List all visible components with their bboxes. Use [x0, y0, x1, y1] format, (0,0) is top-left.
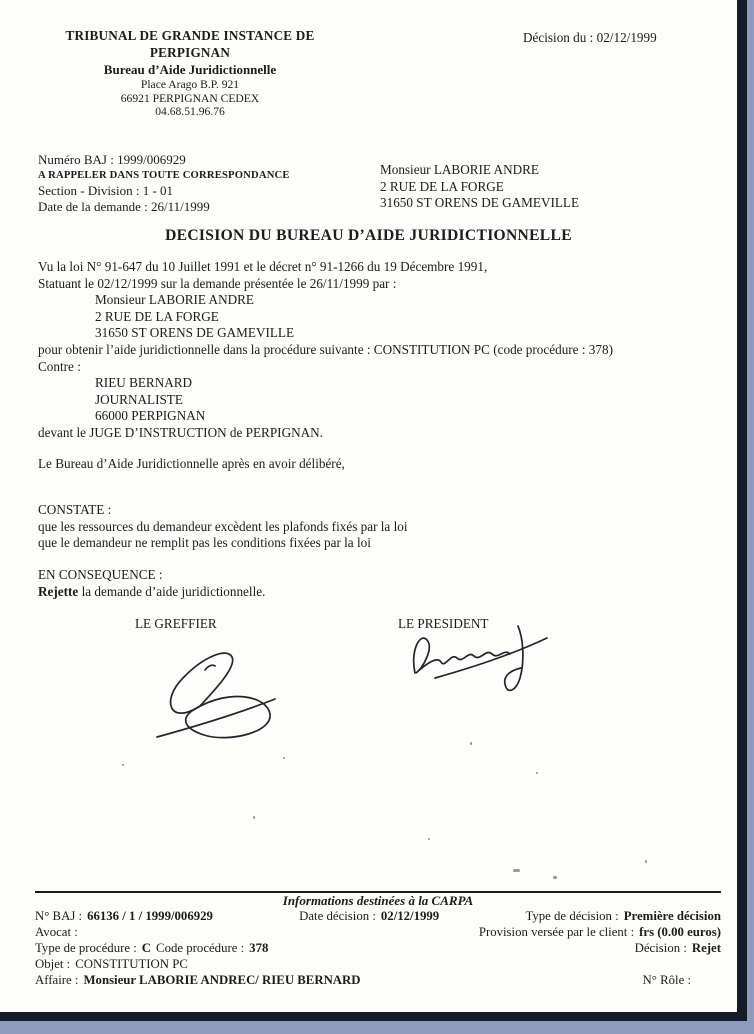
carpa-row-1: [35, 908, 721, 924]
body-line-statuant: Statuant le 02/12/1999 sur la demande présentée le 26/11/1999 par :: [38, 275, 397, 291]
court-address-line2: 66921 PERPIGNAN CEDEX: [120, 91, 260, 105]
greffier-signature-stroke: [186, 696, 270, 737]
role-field: N° Rôle :: [642, 973, 691, 987]
scan-speck: [253, 816, 255, 819]
court-address-line1: Place Arago B.P. 921: [140, 78, 240, 91]
constate-heading: CONSTATE :: [38, 502, 112, 518]
procedure-type-field: Type de procédure : C Code procédure : 378: [35, 941, 269, 955]
scan-speck: [122, 764, 124, 766]
greffier-signature-stroke: [205, 665, 215, 670]
body-line-deliberation: Le Bureau d’Aide Juridictionnelle après en avoir délibéré,: [38, 455, 345, 471]
rappel-notice: A RAPPELER DANS TOUTE CORRESPONDANCE: [38, 170, 290, 181]
scan-speck: [536, 772, 538, 774]
document-title: DECISION DU BUREAU D’AIDE JURIDICTIONNELLE: [165, 227, 572, 244]
decision-date: Décision du : 02/12/1999: [523, 30, 657, 45]
scan-smudge: [513, 869, 520, 872]
date-demande: Date de la demande : 26/11/1999: [38, 199, 210, 214]
scan-smudge: [553, 876, 557, 879]
president-label: LE PRESIDENT: [398, 616, 489, 631]
greffier-signature: [145, 630, 285, 745]
scan-speck: [283, 757, 285, 759]
court-header: [30, 28, 350, 119]
objet-field: Objet : CONSTITUTION PC: [35, 957, 188, 971]
addressee-city: 31650 ST ORENS DE GAMEVILLE: [380, 195, 580, 210]
constate-item-2: que le demandeur ne remplit pas les conditions fixées par la loi: [38, 535, 371, 551]
decision-date-field: Date décision : 02/12/1999: [299, 909, 440, 923]
court-name-line2: PERPIGNAN: [149, 44, 231, 60]
addressee-name: Monsieur LABORIE ANDRE: [380, 162, 539, 177]
carpa-block: [35, 891, 721, 988]
bureau-name: Bureau d’Aide Juridictionnelle: [103, 62, 277, 77]
opponent-title: JOURNALISTE: [95, 391, 183, 407]
scan-speck: [470, 742, 472, 745]
addressee-street: 2 RUE DE LA FORGE: [380, 178, 504, 194]
numero-baj: Numéro BAJ : 1999/006929: [38, 152, 186, 167]
decision-line: [38, 584, 722, 601]
greffier-label: LE GREFFIER: [135, 616, 217, 631]
carpa-row-2: [35, 924, 721, 940]
decision-verb: Rejette: [38, 583, 79, 599]
decision-type-field: Type de décision : Première décision: [525, 909, 721, 923]
section-division: Section - Division : 1 - 01: [38, 183, 174, 198]
applicant-city: 31650 ST ORENS DE GAMEVILLE: [95, 325, 295, 341]
reference-block: [38, 152, 290, 215]
decision-body: [38, 259, 722, 600]
affaire-field: Affaire : Monsieur LABORIE ANDREC/ RIEU BERNARD: [35, 973, 361, 987]
constate-item-1: que les ressources du demandeur excèdent les plafonds fixés par la loi: [38, 518, 408, 534]
court-name-line1: TRIBUNAL DE GRANDE INSTANCE DE: [65, 28, 315, 43]
carpa-row-3: [35, 940, 721, 956]
president-signature: [405, 618, 555, 703]
body-line-loi: Vu la loi N° 91-647 du 10 Juillet 1991 et le décret n° 91-1266 du 19 Décembre 1991,: [38, 259, 488, 274]
opponent-name: RIEU BERNARD: [95, 375, 193, 391]
body-line-devant: devant le JUGE D’INSTRUCTION de PERPIGNAN.: [38, 424, 323, 440]
carpa-row-5: [35, 972, 721, 988]
applicant-name: Monsieur LABORIE ANDRE: [95, 292, 254, 308]
greffier-signature-stroke: [171, 653, 233, 713]
carpa-row-4: [35, 956, 721, 972]
addressee-block: [380, 162, 579, 212]
scan-speck: [645, 860, 647, 863]
court-phone: 04.68.51.96.76: [155, 105, 225, 118]
body-line-contre: Contre :: [38, 358, 81, 374]
avocat-field: Avocat :: [35, 925, 78, 939]
president-signature-stroke: [505, 626, 523, 690]
baj-number: N° BAJ : 66136 / 1 / 1999/006929: [35, 909, 213, 923]
decision-result-field: Décision : Rejet: [634, 941, 721, 955]
scan-speck: [428, 838, 430, 840]
decision-rest: la demande d’aide juridictionnelle.: [78, 583, 266, 599]
body-line-procedure: pour obtenir l’aide juridictionnelle dans la procédure suivante : CONSTITUTION PC (code procédure : 378): [38, 341, 613, 357]
provision-field: Provision versée par le client : frs (0.00 euros): [478, 925, 721, 939]
applicant-street: 2 RUE DE LA FORGE: [95, 308, 219, 324]
president-signature-stroke: [414, 638, 510, 673]
carpa-title: Informations destinées à la CARPA: [282, 893, 474, 908]
opponent-city: 66000 PERPIGNAN: [95, 408, 206, 424]
consequence-heading: EN CONSEQUENCE :: [38, 566, 163, 582]
